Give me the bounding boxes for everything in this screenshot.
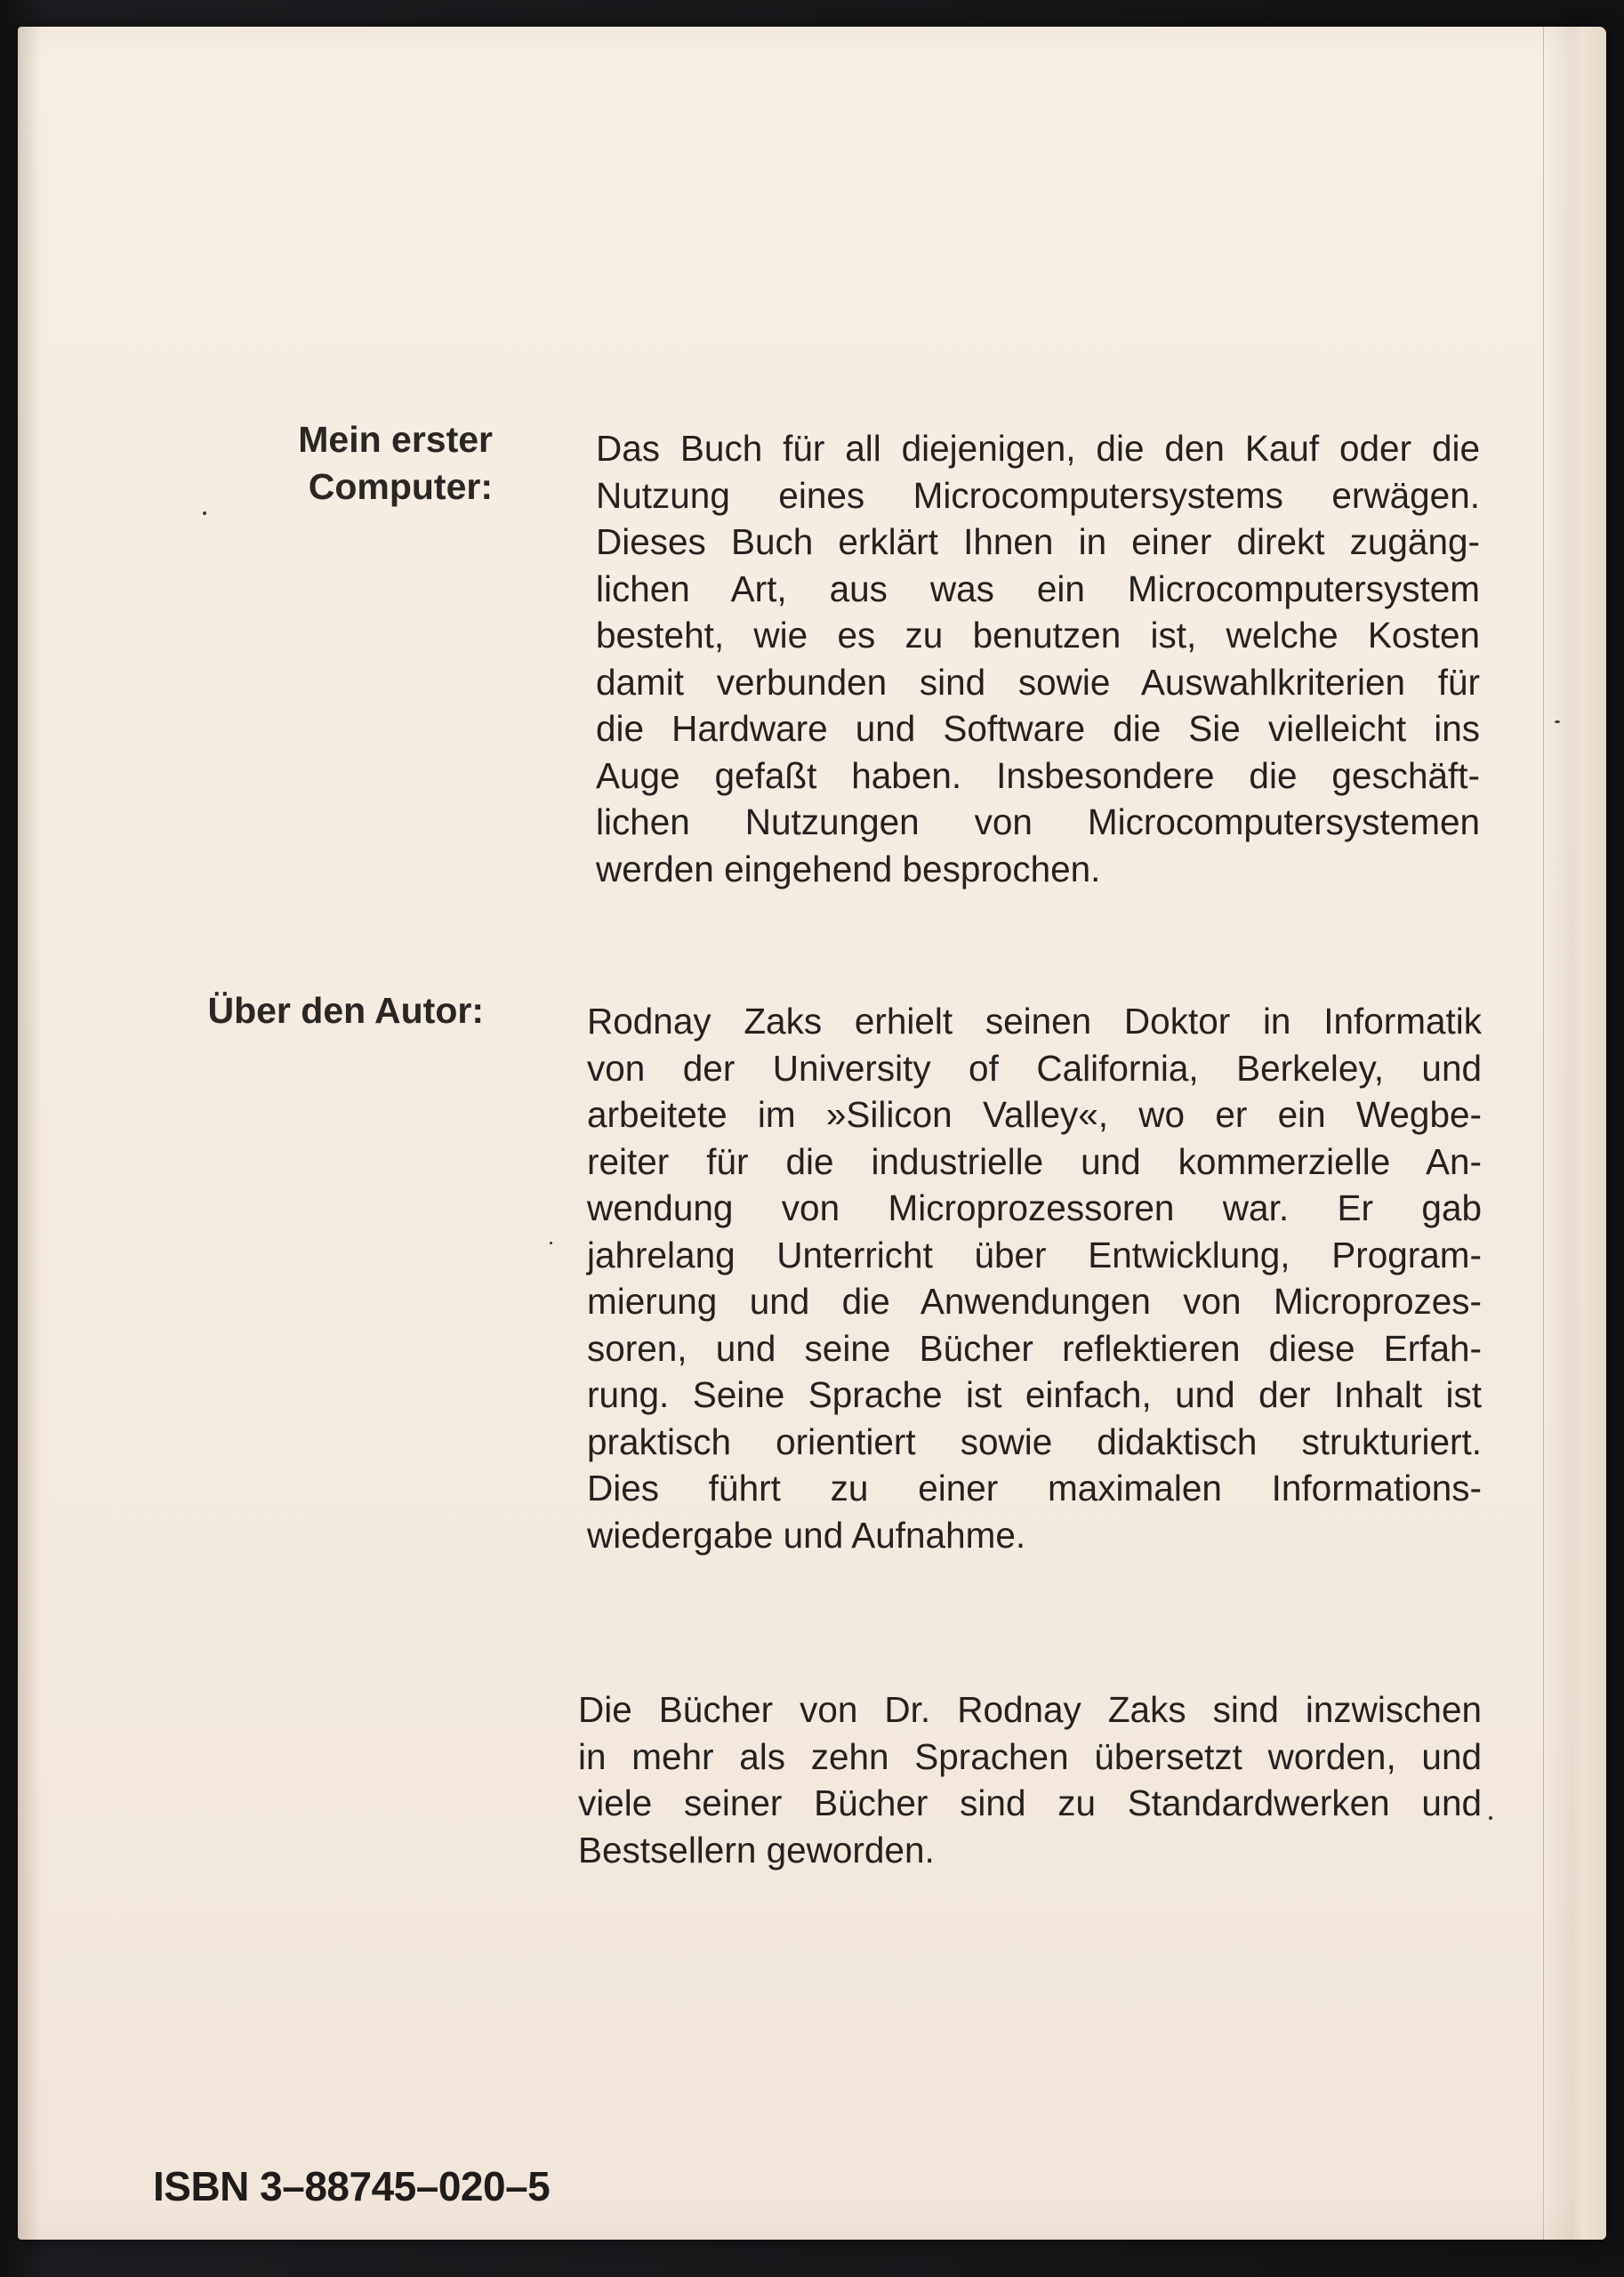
label-line: Mein erster [298, 419, 493, 460]
text-line: viele seiner Bücher sind zu Standardwerken und [578, 1782, 1482, 1823]
text-line: Nutzung eines Microcomputersystems erwägen. [596, 474, 1480, 516]
description-paragraph [596, 425, 1480, 892]
text-line: wiedergabe und Aufnahme. [587, 1514, 1026, 1556]
spine-shadow [18, 27, 41, 2240]
text-line: Rodnay Zaks erhielt seinen Doktor in Informatik [587, 1001, 1482, 1042]
print-speck [1489, 1816, 1492, 1820]
text-line: mierung und die Anwendungen von Microprozes- [587, 1281, 1482, 1322]
cover-edge [1543, 27, 1606, 2240]
text-line: wendung von Microprozessoren war. Er gab [587, 1187, 1482, 1228]
print-speck [550, 1242, 552, 1244]
section-label-mein-erster-computer [48, 416, 493, 511]
label-line: Computer: [308, 466, 493, 507]
book-back-cover [18, 27, 1606, 2240]
text-line: in mehr als zehn Sprachen übersetzt worden, und [578, 1735, 1482, 1777]
section-label-ueber-den-autor [18, 987, 484, 1034]
books-paragraph [578, 1686, 1482, 1873]
text-line: lichen Nutzungen von Microcomputersystemen [596, 801, 1480, 842]
text-line: reiter für die industrielle und kommerzielle An- [587, 1140, 1482, 1182]
text-line: damit verbunden sind sowie Auswahlkriterien für [596, 661, 1480, 703]
text-line: lichen Art, aus was ein Microcomputersystem [596, 567, 1480, 609]
text-line: soren, und seine Bücher reflektieren diese Erfah- [587, 1327, 1482, 1369]
text-line: rung. Seine Sprache ist einfach, und der Inhalt ist [587, 1374, 1482, 1415]
text-line: Auge gefaßt haben. Insbesondere die geschäft- [596, 754, 1480, 796]
print-speck [1555, 720, 1560, 723]
author-paragraph [587, 998, 1482, 1558]
text-line: Dieses Buch erklärt Ihnen in einer direkt zugäng- [596, 521, 1480, 562]
text-line: Die Bücher von Dr. Rodnay Zaks sind inzwischen [578, 1689, 1482, 1730]
text-line: die Hardware und Software die Sie vielleicht ins [596, 708, 1480, 749]
text-line: arbeitete im »Silicon Valley«, wo er ein Wegbe- [587, 1094, 1482, 1135]
text-line: Bestsellern geworden. [578, 1829, 935, 1871]
text-line: Dies führt zu einer maximalen Informations- [587, 1468, 1482, 1509]
label-line: Über den Autor: [207, 990, 484, 1031]
text-line: praktisch orientiert sowie didaktisch strukturiert. [587, 1420, 1482, 1462]
text-line: werden eingehend besprochen. [596, 848, 1101, 889]
text-line: von der University of California, Berkeley, und [587, 1047, 1482, 1089]
text-line: besteht, wie es zu benutzen ist, welche Kosten [596, 615, 1480, 656]
isbn-number: ISBN 3–88745–020–5 [153, 2163, 551, 2209]
text-line: jahrelang Unterricht über Entwicklung, Program- [587, 1234, 1482, 1275]
print-speck [203, 511, 206, 515]
text-line: Das Buch für all diejenigen, die den Kauf oder die [596, 428, 1480, 469]
